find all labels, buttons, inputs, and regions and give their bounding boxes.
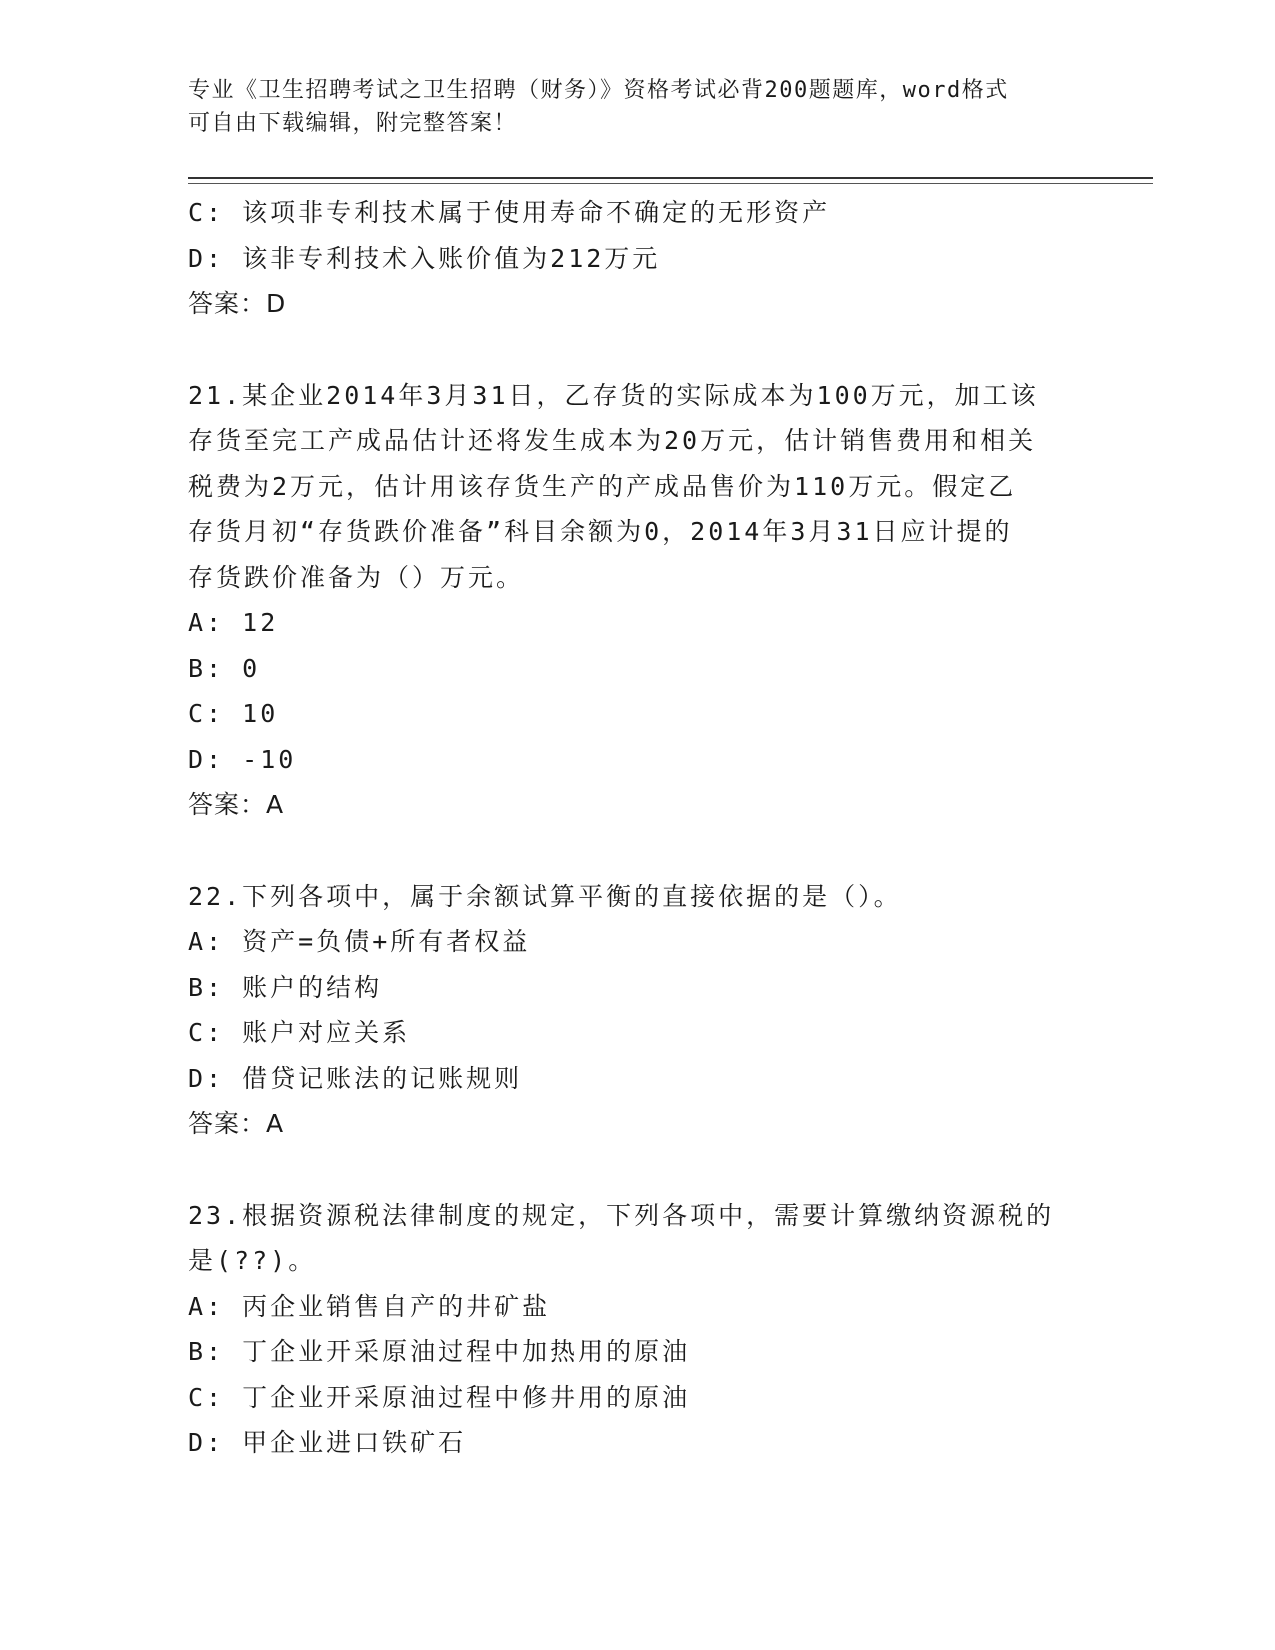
option-b: B: 0 — [188, 653, 261, 683]
document-header — [188, 74, 1088, 140]
option-c: C: 丁企业开采原油过程中修井用的原油 — [188, 1382, 691, 1412]
question-23 — [188, 1193, 1088, 1466]
option-b: B: 丁企业开采原油过程中加热用的原油 — [188, 1337, 691, 1366]
header-line-1: 专业《卫生招聘考试之卫生招聘（财务）》资格考试必背200题题库，word格式 — [188, 78, 1009, 103]
header-divider-thin — [188, 183, 1153, 184]
option-a: A: 丙企业销售自产的井矿盐 — [188, 1291, 551, 1321]
option-c: C: 10 — [188, 699, 279, 728]
spacer — [188, 828, 1088, 874]
option-b: B: 账户的结构 — [188, 972, 383, 1002]
header-divider-thick — [188, 177, 1153, 179]
header-line-2: 可自由下载编辑，附完整答案！ — [188, 111, 518, 136]
option-c: C: 该项非专利技术属于使用寿命不确定的无形资产 — [188, 198, 831, 227]
question-21 — [188, 373, 1088, 828]
question-text-line: 存货月初“存货跌价准备”科目余额为0，2014年3月31日应计提的 — [188, 517, 1013, 546]
spacer — [188, 1147, 1088, 1193]
question-22 — [188, 874, 1088, 1147]
question-text-line: 23.根据资源税法律制度的规定，下列各项中，需要计算缴纳资源税的 — [188, 1200, 1055, 1230]
answer-text: 答案：A — [188, 790, 285, 819]
option-d: D: 甲企业进口铁矿石 — [188, 1428, 467, 1457]
question-text-line: 存货跌价准备为（）万元。 — [188, 562, 525, 592]
option-c: C: 账户对应关系 — [188, 1018, 411, 1047]
question-text-line: 22.下列各项中，属于余额试算平衡的直接依据的是（）。 — [188, 881, 902, 911]
question-text-line: 税费为2万元，估计用该存货生产的产成品售价为110万元。假定乙 — [188, 471, 1017, 501]
question-20-tail — [188, 190, 1088, 327]
option-a: A: 资产=负债+所有者权益 — [188, 927, 531, 956]
option-d: D: 借贷记账法的记账规则 — [188, 1063, 523, 1093]
answer-text: 答案：A — [188, 1109, 285, 1138]
question-text-line: 是(??)。 — [188, 1246, 317, 1275]
option-a: A: 12 — [188, 608, 279, 637]
question-text-line: 存货至完工产成品估计还将发生成本为20万元，估计销售费用和相关 — [188, 426, 1037, 455]
answer-text: 答案：D — [188, 289, 287, 318]
document-body — [188, 190, 1088, 1466]
spacer — [188, 327, 1088, 373]
option-d: D: -10 — [188, 744, 297, 774]
option-d: D: 该非专利技术入账价值为212万元 — [188, 243, 661, 273]
question-text-line: 21.某企业2014年3月31日，乙存货的实际成本为100万元，加工该 — [188, 380, 1039, 410]
